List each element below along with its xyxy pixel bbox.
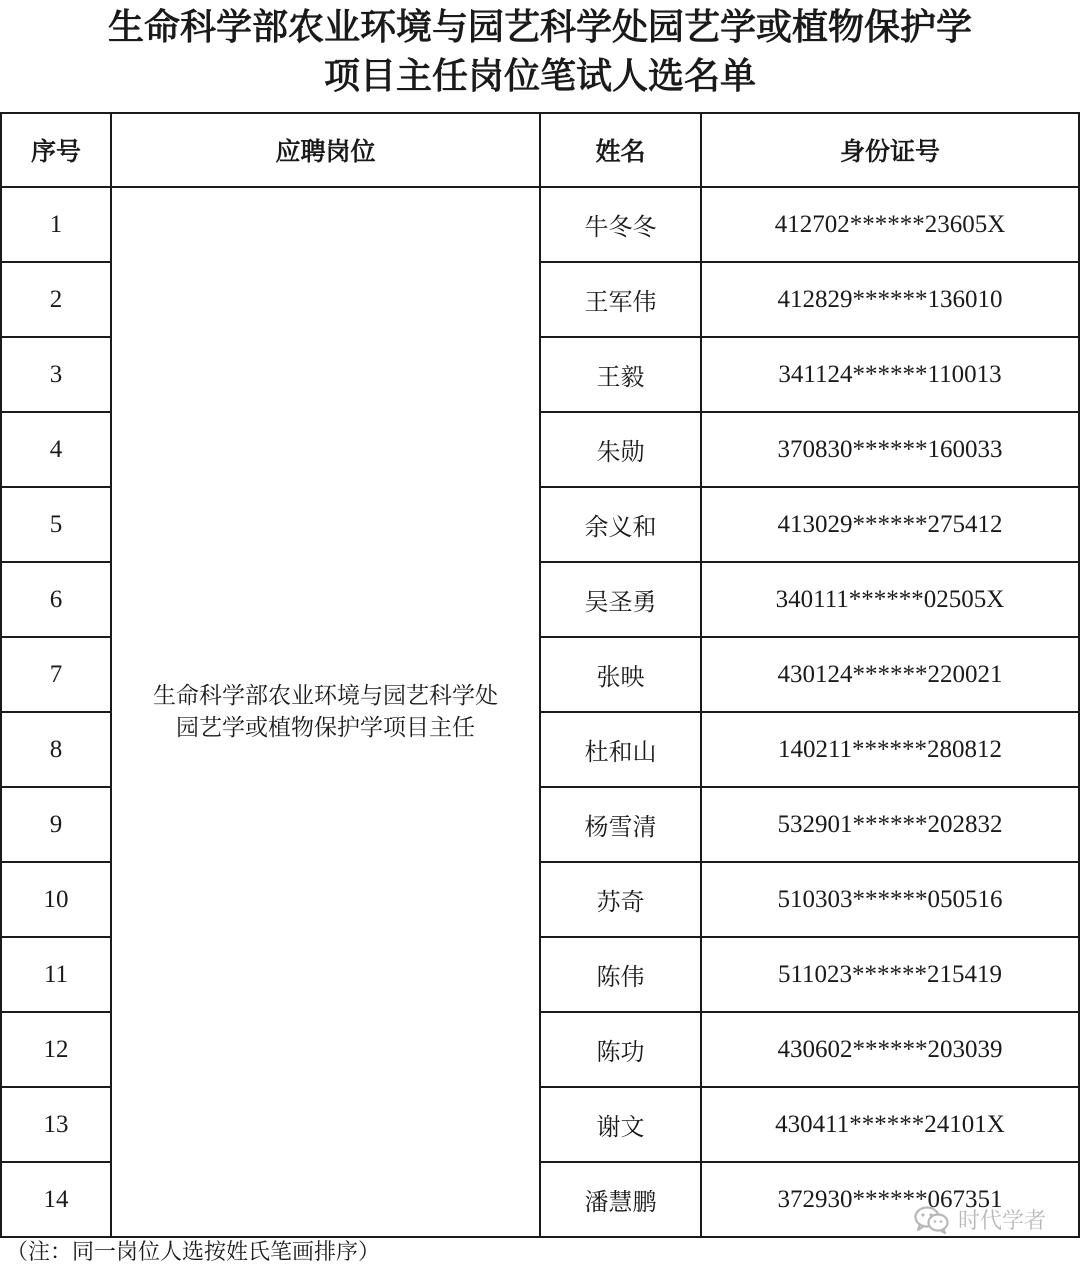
watermark-text: 时代学者 xyxy=(957,1209,1046,1234)
header-id: 身份证号 xyxy=(701,113,1079,187)
page-title-line-1: 生命科学部农业环境与园艺科学处园艺学或植物保护学 xyxy=(107,7,972,48)
cell-id-number: 430602******203039 xyxy=(701,1012,1079,1087)
page-title-line-2: 项目主任岗位笔试人选名单 xyxy=(323,56,756,97)
candidate-table xyxy=(0,112,1080,1238)
cell-name: 陈伟 xyxy=(540,937,701,1012)
cell-index: 9 xyxy=(1,787,111,862)
table-row xyxy=(1,187,1079,262)
position-line-2: 园艺学或植物保护学项目主任 xyxy=(176,715,475,741)
cell-index: 8 xyxy=(1,712,111,787)
cell-index: 6 xyxy=(1,562,111,637)
cell-name: 苏奇 xyxy=(540,862,701,937)
header-index: 序号 xyxy=(1,113,111,187)
cell-name: 杨雪清 xyxy=(540,787,701,862)
cell-name: 牛冬冬 xyxy=(540,187,701,262)
cell-id-number: 370830******160033 xyxy=(701,412,1079,487)
cell-index: 3 xyxy=(1,337,111,412)
cell-index: 1 xyxy=(1,187,111,262)
cell-id-number: 372930******067351 xyxy=(701,1162,1079,1237)
cell-id-number: 412702******23605X xyxy=(701,187,1079,262)
cell-name: 王毅 xyxy=(540,337,701,412)
cell-index: 13 xyxy=(1,1087,111,1162)
cell-index: 11 xyxy=(1,937,111,1012)
position-line-1: 生命科学部农业环境与园艺科学处 xyxy=(153,683,498,709)
cell-id-number: 341124******110013 xyxy=(701,337,1079,412)
cell-id-number: 412829******136010 xyxy=(701,262,1079,337)
header-name: 姓名 xyxy=(540,113,701,187)
cell-id-number: 511023******215419 xyxy=(701,937,1079,1012)
cell-name: 谢文 xyxy=(540,1087,701,1162)
cell-index: 4 xyxy=(1,412,111,487)
table-header xyxy=(1,113,1079,187)
watermark xyxy=(914,1204,1046,1235)
wechat-icon xyxy=(914,1205,950,1235)
table-body xyxy=(1,187,1079,1237)
cell-index: 12 xyxy=(1,1012,111,1087)
cell-name: 杜和山 xyxy=(540,712,701,787)
cell-id-number: 140211******280812 xyxy=(701,712,1079,787)
cell-position xyxy=(111,187,540,1237)
cell-index: 2 xyxy=(1,262,111,337)
cell-name: 余义和 xyxy=(540,487,701,562)
cell-index: 7 xyxy=(1,637,111,712)
header-position: 应聘岗位 xyxy=(111,113,540,187)
cell-index: 14 xyxy=(1,1162,111,1237)
cell-id-number: 430124******220021 xyxy=(701,637,1079,712)
cell-name: 吴圣勇 xyxy=(540,562,701,637)
cell-name: 朱勋 xyxy=(540,412,701,487)
cell-index: 10 xyxy=(1,862,111,937)
cell-name: 陈功 xyxy=(540,1012,701,1087)
cell-index: 5 xyxy=(1,487,111,562)
footnote: （注：同一岗位人选按姓氏笔画排序） xyxy=(6,1240,381,1265)
cell-id-number: 430411******24101X xyxy=(701,1087,1079,1162)
header-row xyxy=(1,113,1079,187)
cell-name: 王军伟 xyxy=(540,262,701,337)
cell-id-number: 340111******02505X xyxy=(701,562,1079,637)
cell-name: 潘慧鹏 xyxy=(540,1162,701,1237)
cell-id-number: 413029******275412 xyxy=(701,487,1079,562)
cell-id-number: 532901******202832 xyxy=(701,787,1079,862)
cell-id-number: 510303******050516 xyxy=(701,862,1079,937)
cell-name: 张映 xyxy=(540,637,701,712)
